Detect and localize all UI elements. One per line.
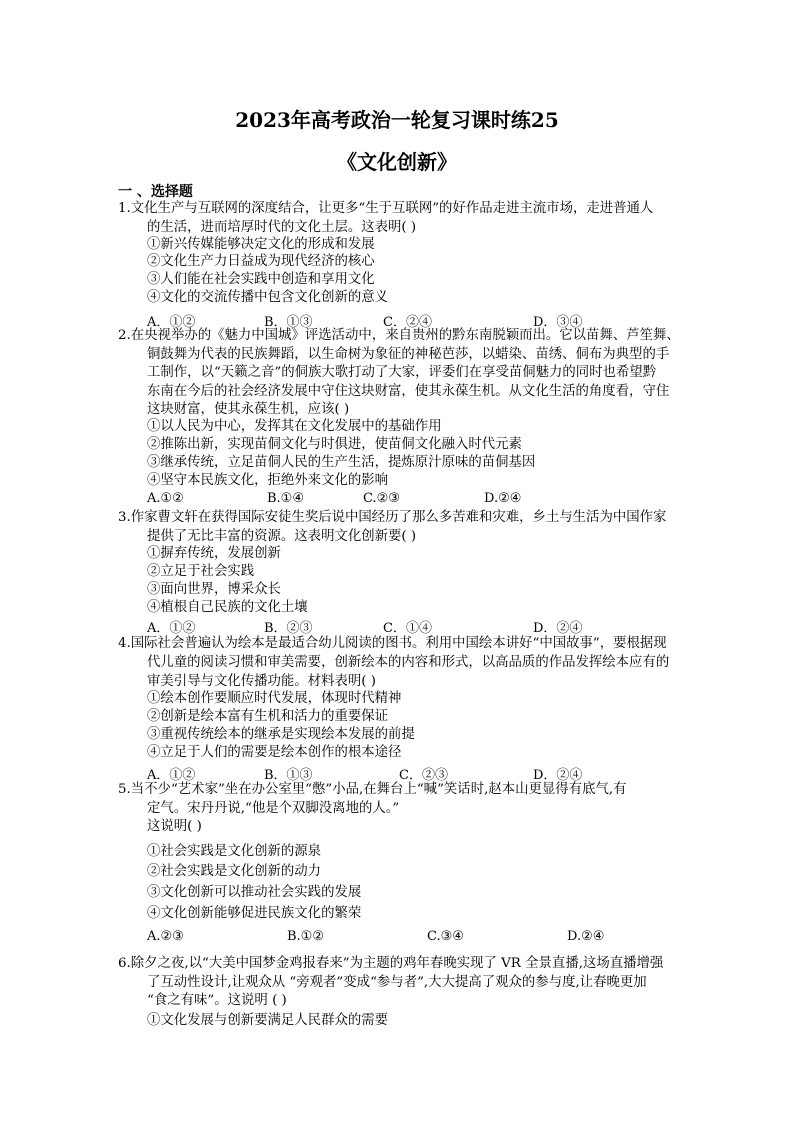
answer-option[interactable]: A．①② [147, 768, 196, 783]
question-stem-continued: 提供了无比丰富的资源。这表明文化创新要( ) [147, 529, 417, 544]
statement-item: ①文化发展与创新要满足人民群众的需要 [147, 1013, 389, 1028]
statement-item: ②立足于社会实践 [147, 564, 255, 579]
question-stem: 2.在央视举办的《魅力中国城》评选活动中，来自贵州的黔东南脱颖而出。它以苗舞、芦笙舞、 [118, 328, 680, 343]
answer-option[interactable]: D.②④ [484, 491, 522, 506]
answer-option[interactable]: D．③④ [533, 315, 583, 330]
question-stem-continued: 了互动性设计,让观众从 “旁观者”变成“参与者”,大大提高了观众的参与度,让春晚更加 [147, 975, 647, 990]
statement-item: ③文化创新可以推动社会实践的发展 [147, 885, 362, 900]
statement-item: ①摒弃传统，发展创新 [147, 546, 281, 561]
statement-item: ③继承传统，立足苗侗人民的生产生活，提炼原汁原味的苗侗基因 [147, 455, 536, 470]
answer-option[interactable]: A．①② [147, 621, 196, 636]
statement-item: ④植根自己民族的文化土壤 [147, 600, 308, 615]
answer-option[interactable]: C．②④ [383, 315, 432, 330]
statement-item: ②文化生产力日益成为现代经济的核心 [147, 254, 375, 269]
statement-item: ④文化创新能够促进民族文化的繁荣 [147, 906, 362, 921]
statement-item: ④立足于人们的需要是绘本创作的根本途径 [147, 745, 402, 760]
question-stem: 1.文化生产与互联网的深度结合，让更多“生于互联网”的好作品走进主流市场，走进普通人 [118, 201, 654, 216]
page-subtitle: 《文化创新》 [337, 150, 457, 174]
answer-option[interactable]: C.③④ [427, 929, 464, 944]
statement-item: ④文化的交流传播中包含文化创新的意义 [147, 290, 389, 305]
statement-item: ②推陈出新，实现苗侗文化与时俱进，使苗侗文化融入时代元素 [147, 437, 522, 452]
statement-item: ③人们能在社会实践中创造和享用文化 [147, 272, 375, 287]
answer-option[interactable]: C．①④ [383, 621, 432, 636]
page-title: 2023年高考政治一轮复习课时练25 [235, 108, 559, 132]
question-stem-continued: “食之有味”。这说明 ( ) [147, 993, 287, 1008]
question-stem-continued: 定气。宋丹丹说,“他是个双脚没离地的人。” [147, 801, 400, 816]
question-stem-continued: 代儿童的阅读习惯和审美需要，创新绘本的内容和形式，以高品质的作品发挥绘本应有的 [147, 655, 670, 670]
answer-option[interactable]: D.②④ [567, 929, 605, 944]
statement-item: ①以人民为中心，发挥其在文化发展中的基础作用 [147, 419, 442, 434]
question-stem: 4.国际社会普遍认为绘本是最适合幼儿阅读的图书。利用中国绘本讲好“中国故事”，要根据现 [118, 636, 667, 651]
answer-option[interactable]: B.①④ [267, 491, 304, 506]
answer-option[interactable]: A．①② [147, 315, 196, 330]
answer-option[interactable]: C.②③ [363, 491, 400, 506]
question-stem-continued: 这块财富，使其永葆生机，应该( ) [147, 402, 350, 417]
statement-item: ④坚守本民族文化，拒绝外来文化的影响 [147, 473, 389, 488]
question-stem-continued: 这说明( ) [147, 819, 202, 834]
question-stem-continued: 东南在今后的社会经济发展中守住这块财富，使其永葆生机。从文化生活的角度看，守住 [147, 384, 670, 399]
answer-option[interactable]: D．②④ [533, 621, 583, 636]
answer-option[interactable]: B.①② [287, 929, 324, 944]
statement-item: ①绘本创作要顺应时代发展，体现时代精神 [147, 691, 402, 706]
question-stem-continued: 的生活，进而培厚时代的文化土层。这表明( ) [147, 220, 417, 235]
answer-option[interactable]: D．②④ [533, 768, 583, 783]
statement-item: ③重视传统绘本的继承是实现绘本发展的前提 [147, 727, 415, 742]
answer-option[interactable]: A.①② [147, 491, 184, 506]
question-stem: 3.作家曹文轩在获得国际安徒生奖后说中国经历了那么多苦难和灾难，乡土与生活为中国作家 [118, 510, 667, 525]
question-stem: 5.当不少“艺术家”坐在办公室里“憋”小品,在舞台上“喊”笑话时,赵本山更显得有底气,有 [118, 782, 627, 797]
statement-item: ②社会实践是文化创新的动力 [147, 864, 322, 879]
answer-option[interactable]: C．②③ [399, 768, 448, 783]
question-stem-continued: 工制作，以“天籁之音”的侗族大歌打动了大家，评委们在享受苗侗魅力的同时也希望黔 [147, 365, 657, 380]
answer-option[interactable]: B．②③ [264, 621, 313, 636]
question-stem: 6.除夕之夜,以“大美中国梦金鸡报春来”为主题的鸡年春晚实现了 VR 全景直播,这场直播增强 [118, 956, 664, 971]
answer-option[interactable]: A.②③ [147, 929, 184, 944]
answer-option[interactable]: B．①③ [264, 768, 313, 783]
answer-option[interactable]: B．①③ [264, 315, 313, 330]
section-heading: 一 、选择题 [118, 184, 193, 200]
statement-item: ②创新是绘本富有生机和活力的重要保证 [147, 709, 389, 724]
statement-item: ③面向世界，博采众长 [147, 582, 281, 597]
question-stem-continued: 审美引导与文化传播功能。材料表明( ) [147, 674, 376, 689]
question-stem-continued: 铜鼓舞为代表的民族舞蹈，以生命树为象征的神秘芭莎，以蜡染、苗绣、侗布为典型的手 [147, 347, 670, 362]
statement-item: ①新兴传媒能够决定文化的形成和发展 [147, 237, 375, 252]
statement-item: ①社会实践是文化创新的源泉 [147, 844, 322, 859]
